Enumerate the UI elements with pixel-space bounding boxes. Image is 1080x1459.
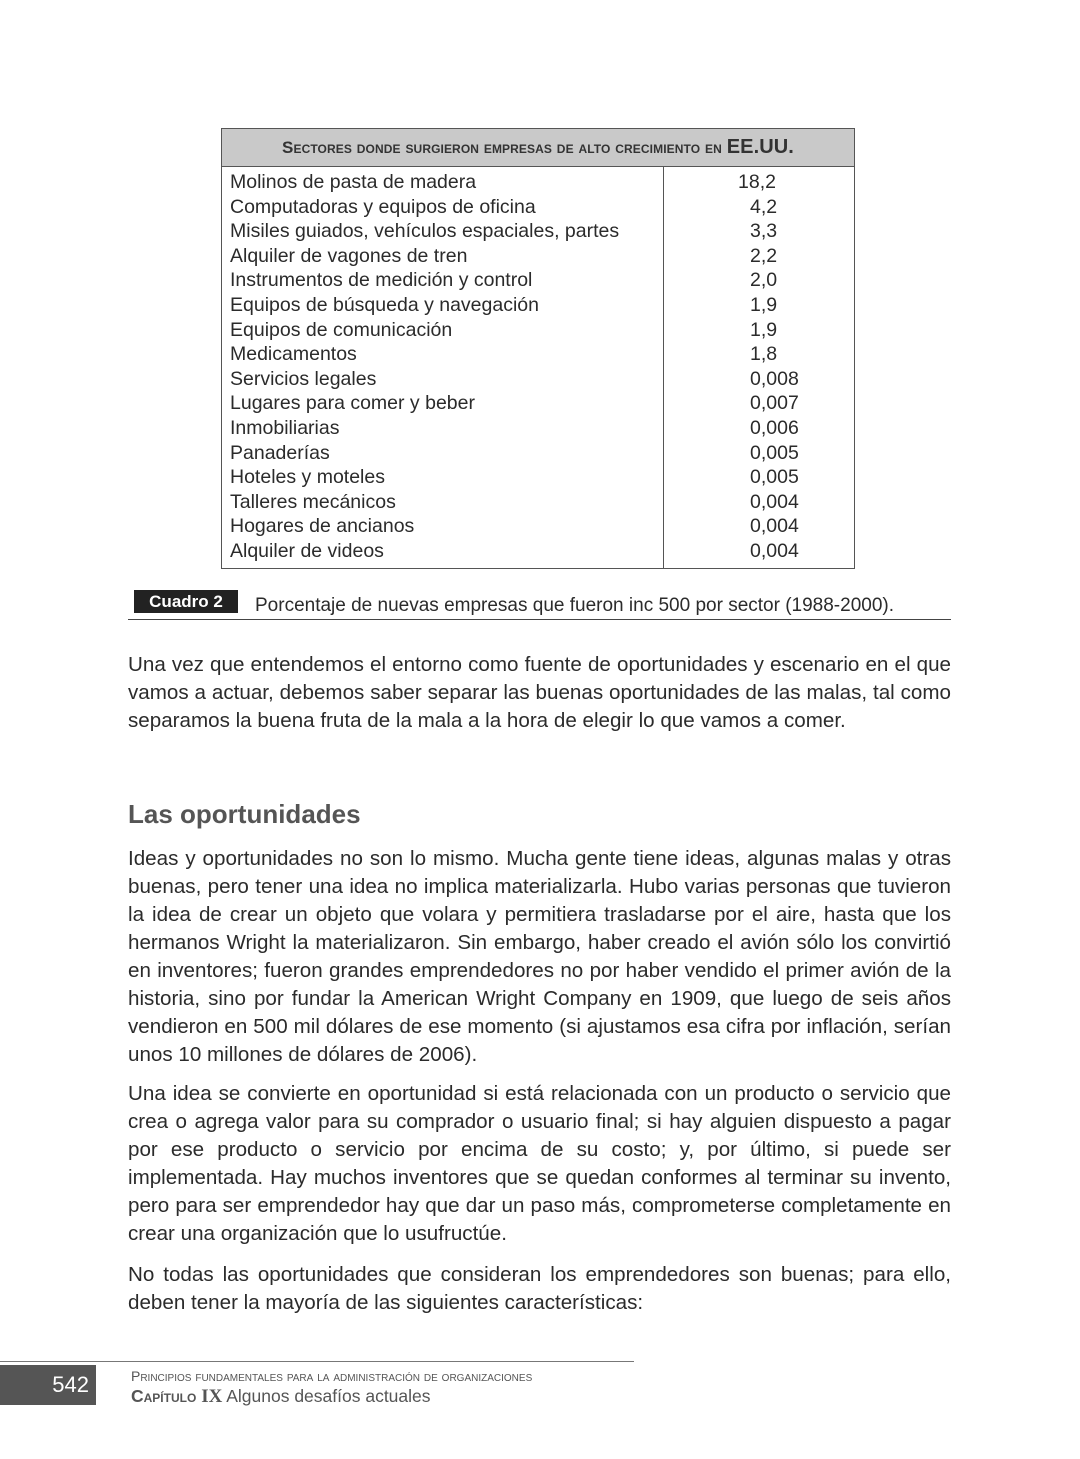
page-number: 542 bbox=[0, 1365, 96, 1405]
sector-cell: Panaderías bbox=[230, 441, 330, 464]
value-cell: 1,9 bbox=[750, 318, 778, 341]
table-title bbox=[222, 129, 854, 167]
caption-text: Porcentaje de nuevas empresas que fueron inc 500 por sector (1988-2000). bbox=[255, 595, 895, 616]
value-column bbox=[664, 167, 854, 568]
table-body bbox=[222, 167, 854, 568]
sectors-table bbox=[221, 128, 855, 569]
value-cell: 18,2 bbox=[738, 171, 776, 193]
value-cell: 3,3 bbox=[750, 220, 778, 243]
sector-column bbox=[222, 167, 664, 568]
value-cell: 4,2 bbox=[750, 195, 778, 218]
value-cell: 0,004 bbox=[750, 490, 799, 513]
paragraph-2: Una idea se convierte en oportunidad si está relacionada con un producto o servicio que crea o agrega valor para su comprador o usuario final; si hay alguien dispuesto a pagar por ese producto o servicio por encima de su costo; y, por último, si puede ser implementada. Hay muchos inventores que se quedan conformes al terminar su invento, pero para ser emprendedor hay que dar un paso más, comprometerse completamente en crear una organización que lo usufructúe. bbox=[128, 1082, 951, 1245]
chapter-label: Capítulo bbox=[131, 1386, 197, 1406]
sector-cell: Lugares para comer y beber bbox=[230, 392, 475, 415]
chapter-number: IX bbox=[201, 1386, 223, 1407]
value-cell: 0,006 bbox=[750, 416, 799, 439]
table-caption bbox=[128, 589, 951, 620]
value-cell: 0,008 bbox=[750, 367, 799, 390]
footer-divider bbox=[0, 1361, 634, 1362]
value-cell: 0,004 bbox=[750, 515, 799, 538]
sector-cell: Equipos de comunicación bbox=[230, 318, 453, 341]
value-cell: 0,005 bbox=[750, 466, 799, 489]
sector-cell: Inmobiliarias bbox=[230, 416, 340, 439]
value-cell: 1,8 bbox=[750, 343, 778, 366]
sector-cell: Hoteles y moteles bbox=[230, 466, 385, 489]
sector-cell: Talleres mecánicos bbox=[230, 490, 396, 513]
value-cell: 0,005 bbox=[750, 441, 799, 464]
table-title-main: Sectores donde surgieron empresas de alto crecimiento en bbox=[282, 137, 722, 157]
book-title: Principios fundamentales para la administración de organizaciones bbox=[131, 1368, 533, 1384]
sector-cell: Instrumentos de medición y control bbox=[230, 269, 533, 292]
paragraph-3: No todas las oportunidades que consideran los emprendedores son buenas; para ello, deben tener la mayoría de las siguientes características: bbox=[128, 1263, 951, 1314]
table-title-suffix: EE.UU. bbox=[726, 136, 794, 158]
sector-cell: Computadoras y equipos de oficina bbox=[230, 195, 536, 218]
value-cell: 0,007 bbox=[750, 392, 799, 415]
value-cell: 2,0 bbox=[750, 269, 778, 292]
paragraph-1: Ideas y oportunidades no son lo mismo. Mucha gente tiene ideas, algunas malas y otras buenas, pero tener una idea no implica materializarla. Hubo varias personas que tuvieron la idea de crear un objeto que volara y permitiera trasladarse por el aire, hasta que los hermanos Wright la materializaron. Sin embargo, haber creado el avión sólo los convirtió en inventores; fueron grandes emprendedores no por haber vendido el primer avión de la historia, sino por fundar la American Wright Company en 1909, que luego de seis años vendieron en 500 mil dólares de ese momento (si ajustamos esa cifra por inflación, serían unos 10 millones de dólares de 2006). bbox=[128, 847, 951, 1066]
sector-cell: Alquiler de vagones de tren bbox=[230, 244, 468, 267]
value-cell: 1,9 bbox=[750, 293, 778, 316]
sector-cell: Medicamentos bbox=[230, 343, 357, 366]
sector-cell: Alquiler de videos bbox=[230, 539, 384, 562]
sector-cell: Servicios legales bbox=[230, 367, 377, 390]
value-cell: 0,004 bbox=[750, 539, 799, 562]
sector-cell: Molinos de pasta de madera bbox=[230, 171, 477, 193]
section-heading: Las oportunidades bbox=[128, 799, 361, 829]
sector-cell: Misiles guiados, vehículos espaciales, partes bbox=[230, 220, 620, 243]
caption-badge: Cuadro 2 bbox=[134, 590, 238, 613]
intro-paragraph: Una vez que entendemos el entorno como fuente de oportunidades y escenario en el que vamos a actuar, debemos saber separar las buenas oportunidades de las malas, tal como separamos la buena fruta de la mala a la hora de elegir lo que vamos a comer. bbox=[128, 653, 951, 732]
sector-cell: Equipos de búsqueda y navegación bbox=[230, 293, 539, 316]
chapter-line bbox=[131, 1386, 431, 1408]
value-cell: 2,2 bbox=[750, 244, 778, 267]
chapter-title: Algunos desafíos actuales bbox=[226, 1386, 431, 1406]
sector-cell: Hogares de ancianos bbox=[230, 515, 415, 538]
